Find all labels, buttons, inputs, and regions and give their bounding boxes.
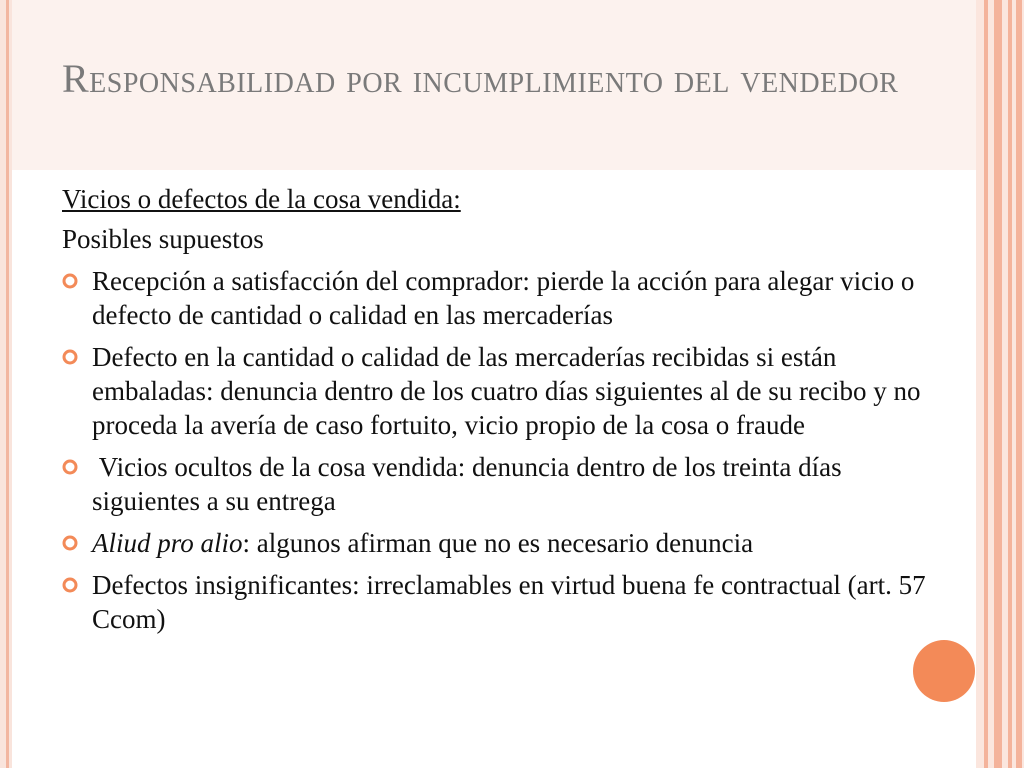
ring-bullet-icon [62,273,78,289]
ring-bullet-icon [62,535,78,551]
bullet-item [62,526,952,560]
bullet-item [62,340,952,442]
bullet-text: Defecto en la cantidad o calidad de las mercaderías recibidas si están embaladas: denuncia dentro de los cuatro días siguientes al de su recibo y no proceda la avería de caso fortuito, vicio propio de la cosa o fraude [92,342,921,440]
bullet-italic-term: Aliud pro alio [92,528,243,558]
slide-title: Responsabilidad por incumplimiento del vendedor [62,56,899,101]
bullet-text: Defectos insignificantes: irreclamables en virtud buena fe contractual (art. 57 Ccom) [92,570,926,634]
slide-content [62,182,952,636]
subheading: Vicios o defectos de la cosa vendida: [62,184,461,214]
right-stripe [994,0,1002,768]
ring-bullet-icon [62,349,78,365]
bullet-item [62,568,952,636]
bullet-item [62,264,952,332]
right-stripe [984,0,988,768]
ring-bullet-icon [62,459,78,475]
right-stripe [1016,0,1022,768]
left-border-line [6,0,9,768]
bullet-list [62,264,952,636]
orange-circle-decoration [913,640,975,702]
intro-text: Posibles supuestos [62,224,264,254]
bullet-text: : algunos afirman que no es necesario denuncia [242,528,754,558]
ring-bullet-icon [62,577,78,593]
bullet-text: Recepción a satisfacción del comprador: pierde la acción para alegar vicio o defecto de cantidad o calidad en las mercaderías [92,266,915,330]
bullet-item [62,450,952,518]
right-stripe [1008,0,1012,768]
bullet-text: Vicios ocultos de la cosa vendida: denuncia dentro de los treinta días siguientes a su entrega [92,452,849,516]
